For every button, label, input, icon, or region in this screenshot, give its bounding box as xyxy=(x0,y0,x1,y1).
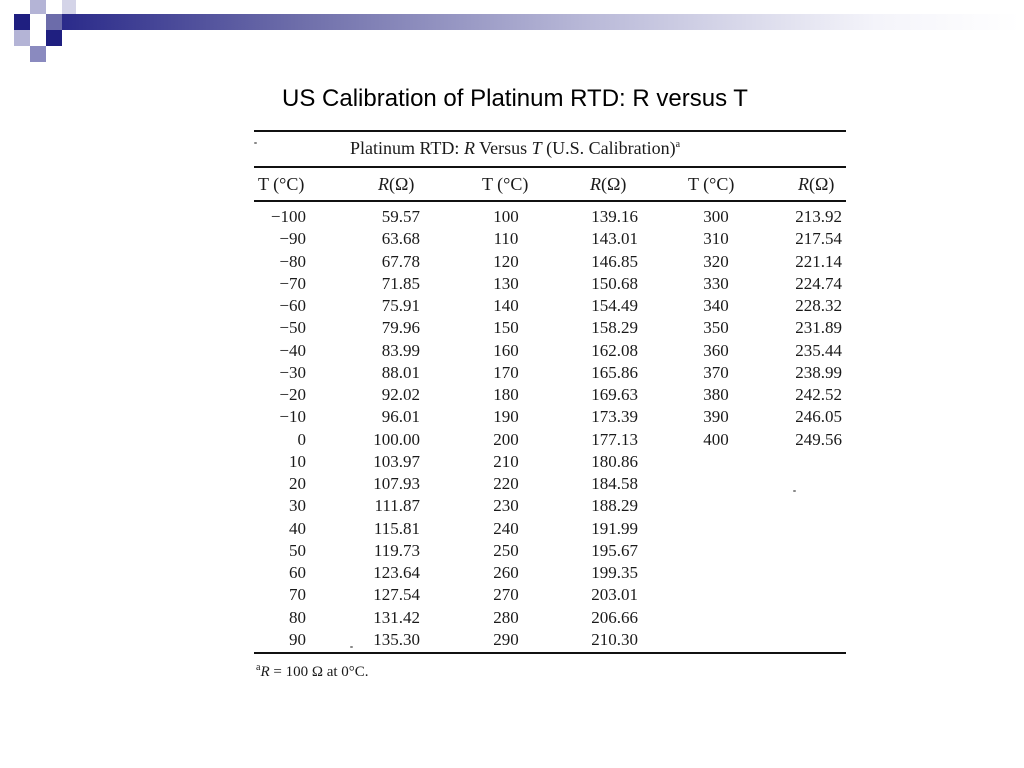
resistance-cell: 67.78 xyxy=(381,251,420,271)
temperature-cell: −90 xyxy=(279,229,306,249)
temperature-cell: 280 xyxy=(493,607,519,627)
scan-speck xyxy=(254,142,257,144)
header-top-rule xyxy=(254,166,846,168)
slide-decoration xyxy=(0,0,400,70)
resistance-column-1 xyxy=(350,206,420,651)
temperature-cell: 180 xyxy=(493,385,519,404)
temperature-cell: 130 xyxy=(493,273,519,293)
resistance-cell: 246.05 xyxy=(795,407,842,427)
deco-square xyxy=(30,46,46,62)
temperature-cell: 240 xyxy=(493,518,519,538)
resistance-cell: 203.01 xyxy=(591,585,638,605)
header-r-col2 xyxy=(590,174,626,195)
scan-speck xyxy=(793,490,796,492)
temperature-cell: 300 xyxy=(703,207,729,226)
temperature-cell: 370 xyxy=(703,362,729,382)
temperature-cell: −40 xyxy=(279,340,306,360)
resistance-cell: 131.42 xyxy=(373,607,420,627)
table-footnote xyxy=(256,662,369,681)
table-title xyxy=(350,138,680,159)
resistance-cell: 238.99 xyxy=(795,362,842,382)
header-r-unit: (Ω) xyxy=(389,174,415,194)
temperature-cell: 200 xyxy=(493,429,519,449)
header-r-col1 xyxy=(378,174,414,195)
temperature-column-1 xyxy=(250,206,306,651)
temperature-cell: 320 xyxy=(703,251,729,271)
resistance-cell: 150.68 xyxy=(591,273,638,293)
deco-square xyxy=(14,30,30,46)
slide-title: US Calibration of Platinum RTD: R versus T xyxy=(282,85,748,112)
resistance-cell: 107.93 xyxy=(373,474,420,493)
temperature-cell: 250 xyxy=(493,540,519,560)
resistance-cell: 143.01 xyxy=(591,229,638,249)
table-title-footnote-mark: a xyxy=(675,139,681,150)
resistance-cell: 79.96 xyxy=(381,318,420,338)
header-r-symbol: R xyxy=(590,174,601,194)
resistance-cell: 210.30 xyxy=(591,629,638,649)
resistance-cell: 235.44 xyxy=(795,340,842,360)
temperature-cell: 400 xyxy=(703,429,729,449)
temperature-cell: 290 xyxy=(493,629,519,649)
resistance-cell: 158.29 xyxy=(591,318,638,338)
resistance-cell: 169.63 xyxy=(591,385,638,404)
temperature-cell: 40 xyxy=(289,518,306,538)
deco-square xyxy=(46,30,62,46)
header-r-col3 xyxy=(798,174,834,195)
temperature-cell: 310 xyxy=(703,229,729,249)
temperature-cell: 210 xyxy=(493,451,519,471)
resistance-cell: 180.86 xyxy=(591,451,638,471)
resistance-cell: 162.08 xyxy=(591,340,638,360)
resistance-cell: 111.87 xyxy=(374,496,420,516)
temperature-cell: 70 xyxy=(289,585,306,605)
resistance-cell: 103.97 xyxy=(373,451,420,471)
temperature-cell: 60 xyxy=(289,563,306,582)
temperature-cell: −100 xyxy=(270,207,306,226)
temperature-cell: 330 xyxy=(703,273,729,293)
deco-square xyxy=(62,0,76,14)
rtd-table xyxy=(250,126,850,686)
header-gradient-bar xyxy=(60,14,1020,30)
resistance-cell: 139.16 xyxy=(591,207,638,226)
resistance-column-2 xyxy=(568,206,638,651)
table-title-suffix: (U.S. Calibration) xyxy=(541,138,676,158)
temperature-cell: −70 xyxy=(279,273,306,293)
resistance-cell: 100.00 xyxy=(373,429,420,449)
resistance-cell: 177.13 xyxy=(591,429,638,449)
footnote-r: R xyxy=(260,664,270,680)
resistance-cell: 221.14 xyxy=(795,251,842,271)
temperature-cell: 80 xyxy=(289,607,306,627)
resistance-cell: 224.74 xyxy=(795,273,842,293)
temperature-cell: 90 xyxy=(289,629,306,649)
resistance-cell: 115.81 xyxy=(373,518,420,538)
temperature-cell: −80 xyxy=(279,251,306,271)
resistance-cell: 146.85 xyxy=(591,251,638,271)
temperature-cell: 380 xyxy=(703,385,729,404)
temperature-cell: 170 xyxy=(493,362,519,382)
header-t-col2: T (°C) xyxy=(482,174,529,194)
resistance-cell: 191.99 xyxy=(591,518,638,538)
resistance-column-3 xyxy=(772,206,842,451)
temperature-cell: 220 xyxy=(493,474,519,493)
temperature-cell: 20 xyxy=(289,474,306,493)
header-bottom-rule xyxy=(254,200,846,202)
temperature-cell: −20 xyxy=(279,385,306,404)
temperature-cell: 50 xyxy=(289,540,306,560)
temperature-cell: 360 xyxy=(703,340,729,360)
temperature-cell: 100 xyxy=(493,207,519,226)
resistance-cell: 195.67 xyxy=(591,540,638,560)
resistance-cell: 188.29 xyxy=(591,496,638,516)
temperature-cell: 120 xyxy=(493,251,519,271)
temperature-cell: 190 xyxy=(493,407,519,427)
temperature-cell: 150 xyxy=(493,318,519,338)
resistance-cell: 206.66 xyxy=(591,607,638,627)
resistance-cell: 92.02 xyxy=(381,385,420,404)
resistance-cell: 249.56 xyxy=(795,429,842,449)
resistance-cell: 231.89 xyxy=(795,318,842,338)
temperature-cell: 10 xyxy=(289,451,306,471)
resistance-cell: 75.91 xyxy=(381,296,420,315)
header-r-symbol: R xyxy=(378,174,389,194)
temperature-cell: −10 xyxy=(279,407,306,427)
temperature-cell: 230 xyxy=(493,496,519,516)
resistance-cell: 59.57 xyxy=(381,207,420,226)
temperature-cell: 30 xyxy=(289,496,306,516)
resistance-cell: 123.64 xyxy=(373,563,420,582)
temperature-column-3 xyxy=(686,206,746,451)
resistance-cell: 96.01 xyxy=(381,407,420,427)
resistance-cell: 173.39 xyxy=(591,407,638,427)
table-title-r: R xyxy=(463,138,475,158)
header-r-symbol: R xyxy=(798,174,809,194)
footnote-text: = 100 Ω at 0°C. xyxy=(269,664,369,680)
resistance-cell: 135.30 xyxy=(373,629,420,649)
header-r-unit: (Ω) xyxy=(809,174,835,194)
table-bottom-rule xyxy=(254,652,846,654)
resistance-cell: 242.52 xyxy=(795,385,842,404)
resistance-cell: 154.49 xyxy=(591,296,638,315)
temperature-cell: 340 xyxy=(703,296,729,315)
temperature-cell: 270 xyxy=(493,585,519,605)
resistance-cell: 127.54 xyxy=(373,585,420,605)
temperature-cell: 160 xyxy=(493,340,519,360)
temperature-cell: 0 xyxy=(297,429,306,449)
table-top-rule xyxy=(254,130,846,132)
resistance-cell: 119.73 xyxy=(373,540,420,560)
temperature-column-2 xyxy=(476,206,536,651)
resistance-cell: 88.01 xyxy=(381,362,420,382)
deco-square xyxy=(14,14,30,30)
table-title-versus: Versus xyxy=(474,138,532,158)
resistance-cell: 165.86 xyxy=(591,362,638,382)
footnote-mark: a xyxy=(256,662,261,673)
resistance-cell: 83.99 xyxy=(381,340,420,360)
resistance-cell: 213.92 xyxy=(795,207,842,226)
header-t-col1: T (°C) xyxy=(258,174,305,194)
scan-speck xyxy=(350,646,353,648)
temperature-cell: 110 xyxy=(493,229,519,249)
temperature-cell: 390 xyxy=(703,407,729,427)
temperature-cell: 260 xyxy=(493,563,519,582)
resistance-cell: 217.54 xyxy=(795,229,842,249)
table-title-t: T xyxy=(531,138,542,158)
temperature-cell: −50 xyxy=(279,318,306,338)
resistance-cell: 199.35 xyxy=(591,563,638,582)
table-title-prefix: Platinum RTD: xyxy=(350,138,464,158)
resistance-cell: 184.58 xyxy=(591,474,638,493)
temperature-cell: 140 xyxy=(493,296,519,315)
deco-square xyxy=(30,0,46,14)
temperature-cell: −60 xyxy=(279,296,306,315)
resistance-cell: 228.32 xyxy=(795,296,842,315)
deco-square xyxy=(46,14,62,30)
header-t-col3: T (°C) xyxy=(688,174,735,194)
resistance-cell: 63.68 xyxy=(381,229,420,249)
header-r-unit: (Ω) xyxy=(601,174,627,194)
temperature-cell: −30 xyxy=(279,362,306,382)
temperature-cell: 350 xyxy=(703,318,729,338)
resistance-cell: 71.85 xyxy=(381,273,420,293)
